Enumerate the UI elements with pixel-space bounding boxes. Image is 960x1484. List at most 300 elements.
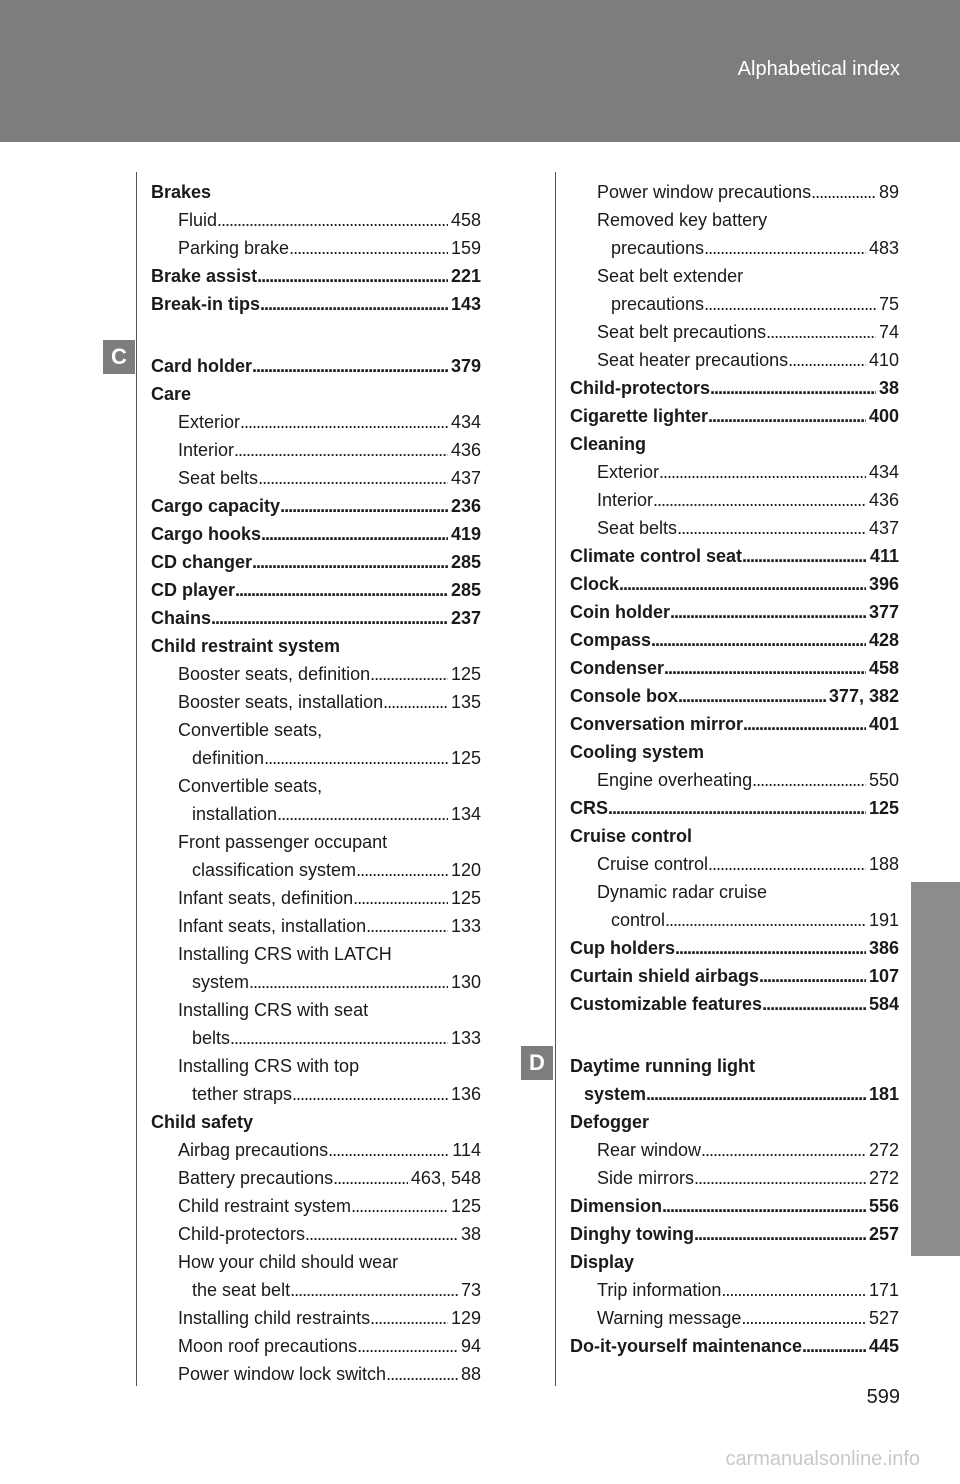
section-gap [570, 1018, 899, 1052]
dot-leader [619, 570, 866, 598]
index-entry [151, 520, 481, 548]
index-entry-label: Battery precautions [178, 1168, 334, 1188]
index-entry-label: Display [570, 1252, 635, 1272]
index-entry-label: Interior [178, 440, 235, 460]
index-entry [151, 1276, 481, 1304]
index-entry [570, 850, 899, 878]
index-entry-label: Cleaning [570, 434, 647, 454]
dot-leader [234, 436, 448, 464]
index-entry-label: CD changer [151, 552, 253, 572]
dot-leader [230, 1024, 448, 1052]
index-entry-page: 458 [450, 210, 481, 230]
dot-leader [708, 402, 866, 430]
index-entry-page: 400 [868, 406, 899, 426]
index-entry [151, 1332, 481, 1360]
index-entry [570, 206, 899, 234]
column-rule-right [555, 172, 556, 1386]
index-entry [151, 290, 481, 318]
index-entry-page: 285 [450, 580, 481, 600]
dot-leader [383, 688, 448, 716]
index-entry [151, 772, 481, 800]
dot-leader [211, 604, 448, 632]
index-entry [151, 828, 481, 856]
index-entry [570, 654, 899, 682]
index-entry-label: Parking brake [178, 238, 290, 258]
index-entry-label: Seat belts [178, 468, 259, 488]
dot-leader [370, 1304, 448, 1332]
index-entry-label: Seat belt extender [597, 266, 744, 286]
index-entry [570, 486, 899, 514]
index-entry-label: precautions [611, 238, 705, 258]
watermark: carmanualsonline.info [725, 1448, 920, 1470]
index-entry-label: Booster seats, installation [178, 692, 384, 712]
page-header [0, 0, 960, 142]
index-entry-label: Fluid [178, 210, 218, 230]
index-entry [151, 1248, 481, 1276]
index-entry-label: Exterior [597, 462, 660, 482]
page-number: 599 [866, 1386, 900, 1408]
index-entry-label: Power window precautions [597, 182, 812, 202]
index-entry-page: 125 [450, 664, 481, 684]
index-entry [570, 290, 899, 318]
index-entry-label: Customizable features [570, 994, 763, 1014]
index-entry-label: Child-protectors [570, 378, 711, 398]
index-entry-label: Moon roof precautions [178, 1336, 358, 1356]
dot-leader [328, 1136, 449, 1164]
index-entry-page: 237 [450, 608, 481, 628]
index-entry-page: 74 [878, 322, 899, 342]
index-entry-label: Trip information [597, 1280, 722, 1300]
index-entry-label: Seat belts [597, 518, 678, 538]
index-entry-label: Convertible seats, [178, 720, 323, 740]
index-entry [570, 1332, 899, 1360]
dot-leader [677, 514, 866, 542]
index-entry-label: Engine overheating [597, 770, 753, 790]
index-entry [570, 1164, 899, 1192]
index-entry [151, 884, 481, 912]
index-entry-label: Cup holders [570, 938, 676, 958]
index-entry [151, 1052, 481, 1080]
index-entry-page: 133 [450, 916, 481, 936]
index-entry [151, 716, 481, 744]
index-entry-page: 434 [450, 412, 481, 432]
dot-leader [694, 1220, 866, 1248]
index-entry [570, 262, 899, 290]
dot-leader [710, 374, 876, 402]
index-entry-label: Infant seats, installation [178, 916, 367, 936]
index-entry [570, 234, 899, 262]
index-entry-page: 75 [878, 294, 899, 314]
index-entry [151, 262, 481, 290]
index-entry-label: Brake assist [151, 266, 258, 286]
dot-leader [653, 486, 866, 514]
dot-leader [305, 1220, 458, 1248]
index-entry [151, 968, 481, 996]
dot-leader [701, 1136, 866, 1164]
index-entry [151, 408, 481, 436]
index-entry-label: Conversation mirror [570, 714, 744, 734]
dot-leader [264, 744, 448, 772]
index-entry [570, 934, 899, 962]
index-entry-label: Installing CRS with seat [178, 1000, 369, 1020]
index-entry-page: 125 [450, 748, 481, 768]
index-entry-page: 135 [450, 692, 481, 712]
index-entry-page: 556 [868, 1196, 899, 1216]
index-entry-label: Removed key battery [597, 210, 768, 230]
letter-marker-d: D [521, 1046, 553, 1080]
dot-leader [289, 234, 448, 262]
index-entry-page: 437 [868, 518, 899, 538]
index-entry-page: 130 [450, 972, 481, 992]
dot-leader [333, 1164, 408, 1192]
index-entry [570, 570, 899, 598]
index-entry-page: 272 [868, 1168, 899, 1188]
index-entry [570, 626, 899, 654]
index-entry-label: Seat heater precautions [597, 350, 789, 370]
index-entry-page: 411 [869, 546, 899, 566]
index-entry-label: Booster seats, definition [178, 664, 371, 684]
index-entry [570, 318, 899, 346]
index-entry [151, 1360, 481, 1388]
index-entry-page: 445 [868, 1336, 899, 1356]
index-entry-label: Installing CRS with top [178, 1056, 360, 1076]
index-entry-label: Exterior [178, 412, 241, 432]
index-entry-label: Do-it-yourself maintenance [570, 1336, 803, 1356]
index-entry [570, 710, 899, 738]
dot-leader [646, 1080, 866, 1108]
index-entry-label: Care [151, 384, 192, 404]
index-entry [570, 794, 899, 822]
index-entry-label: Cruise control [570, 826, 693, 846]
dot-leader [366, 912, 448, 940]
index-entry-page: 120 [450, 860, 481, 880]
index-entry [151, 996, 481, 1024]
dot-leader [704, 290, 876, 318]
dot-leader [665, 906, 866, 934]
index-entry-label: Cigarette lighter [570, 406, 709, 426]
dot-leader [235, 576, 448, 604]
dot-leader [802, 1332, 866, 1360]
index-entry-label: How your child should wear [178, 1252, 399, 1272]
index-entry [151, 1024, 481, 1052]
dot-leader [662, 1192, 866, 1220]
dot-leader [249, 968, 448, 996]
index-entry [151, 1164, 481, 1192]
dot-leader [694, 1164, 866, 1192]
index-entry-page: 171 [868, 1280, 899, 1300]
index-entry-page: 458 [868, 658, 899, 678]
dot-leader [292, 1080, 448, 1108]
index-entry-page: 584 [868, 994, 899, 1014]
index-entry [570, 1248, 899, 1276]
index-entry-page: 434 [868, 462, 899, 482]
dot-leader [258, 464, 448, 492]
index-entry-page: 129 [450, 1308, 481, 1328]
index-entry-label: Rear window [597, 1140, 702, 1160]
index-entry-page: 436 [450, 440, 481, 460]
dot-leader [708, 850, 866, 878]
index-entry [151, 800, 481, 828]
index-entry-page: 463, 548 [410, 1168, 481, 1188]
index-entry-label: the seat belt [192, 1280, 291, 1300]
dot-leader [659, 458, 866, 486]
index-entry-page: 89 [878, 182, 899, 202]
section-side-tab [911, 882, 960, 1256]
index-entry [570, 402, 899, 430]
index-entry [151, 436, 481, 464]
index-entry-label: Dinghy towing [570, 1224, 694, 1244]
index-entry-label: Convertible seats, [178, 776, 323, 796]
index-entry-page: 379 [450, 356, 481, 376]
dot-leader [351, 1192, 448, 1220]
index-entry-label: Clock [570, 574, 620, 594]
index-entry [570, 766, 899, 794]
index-entry-label: precautions [611, 294, 705, 314]
index-entry-page: 527 [868, 1308, 899, 1328]
index-entry-page: 125 [868, 798, 899, 818]
dot-leader [762, 990, 866, 1018]
index-entry [570, 1276, 899, 1304]
index-entry-page: 107 [868, 966, 899, 986]
index-entry-label: Front passenger occupant [178, 832, 388, 852]
index-entry-label: Power window lock switch [178, 1364, 387, 1384]
index-entry [570, 738, 899, 766]
index-entry [151, 1108, 481, 1136]
index-entry [151, 1192, 481, 1220]
index-entry-label: Cargo hooks [151, 524, 262, 544]
dot-leader [788, 346, 866, 374]
index-entry-label: Break-in tips [151, 294, 261, 314]
dot-leader [252, 548, 448, 576]
column-rule-left [136, 172, 137, 1386]
index-entry-label: Dynamic radar cruise [597, 882, 768, 902]
index-entry [151, 234, 481, 262]
dot-leader [743, 710, 866, 738]
index-entry [151, 492, 481, 520]
index-entry [570, 542, 899, 570]
index-entry-page: 428 [868, 630, 899, 650]
index-entry-label: classification system [192, 860, 357, 880]
index-entry [151, 1220, 481, 1248]
index-entry-label: Side mirrors [597, 1168, 695, 1188]
index-entry-page: 257 [868, 1224, 899, 1244]
index-entry-page: 272 [868, 1140, 899, 1160]
index-entry-page: 88 [460, 1364, 481, 1384]
index-entry-page: 386 [868, 938, 899, 958]
index-entry [570, 1136, 899, 1164]
index-entry-label: control [611, 910, 666, 930]
index-entry-page: 285 [450, 552, 481, 572]
dot-leader [217, 206, 448, 234]
dot-leader [742, 542, 867, 570]
index-entry [151, 688, 481, 716]
index-entry [570, 1108, 899, 1136]
index-entry [570, 458, 899, 486]
section-gap [151, 318, 481, 352]
index-entry-label: Child safety [151, 1112, 254, 1132]
dot-leader [664, 654, 866, 682]
dot-leader [252, 352, 448, 380]
letter-marker-c: C [103, 340, 135, 374]
index-entry [570, 598, 899, 626]
index-entry-label: Child-protectors [178, 1224, 306, 1244]
index-entry-label: tether straps [192, 1084, 293, 1104]
dot-leader [651, 626, 866, 654]
index-entry [570, 178, 899, 206]
dot-leader [752, 766, 866, 794]
dot-leader [353, 884, 448, 912]
index-entry-label: Infant seats, definition [178, 888, 354, 908]
index-entry-page: 221 [450, 266, 481, 286]
index-entry-label: Dimension [570, 1196, 663, 1216]
dot-leader [811, 178, 876, 206]
index-entry-label: Installing CRS with LATCH [178, 944, 392, 964]
index-entry-label: Cooling system [570, 742, 705, 762]
index-entry-label: installation [192, 804, 278, 824]
index-entry-page: 38 [878, 378, 899, 398]
index-entry-label: Defogger [570, 1112, 650, 1132]
index-entry [151, 206, 481, 234]
index-entry-page: 94 [460, 1336, 481, 1356]
index-entry-page: 188 [868, 854, 899, 874]
index-entry [570, 906, 899, 934]
dot-leader [260, 290, 448, 318]
index-entry-page: 377 [868, 602, 899, 622]
index-entry [151, 576, 481, 604]
index-entry-label: Child restraint system [151, 636, 341, 656]
index-entry-page: 410 [868, 350, 899, 370]
index-column-right [570, 178, 899, 1360]
index-entry-label: Child restraint system [178, 1196, 352, 1216]
index-entry-page: 159 [450, 238, 481, 258]
index-entry-label: Compass [570, 630, 652, 650]
index-entry [570, 1192, 899, 1220]
index-entry [570, 430, 899, 458]
index-entry-label: system [584, 1084, 647, 1104]
index-entry-label: Climate control seat [570, 546, 743, 566]
index-entry-page: 181 [868, 1084, 899, 1104]
index-entry-page: 437 [450, 468, 481, 488]
dot-leader [670, 598, 866, 626]
index-entry-page: 191 [868, 910, 899, 930]
index-entry [570, 1080, 899, 1108]
dot-leader [370, 660, 448, 688]
index-entry [151, 548, 481, 576]
index-entry-page: 73 [460, 1280, 481, 1300]
dot-leader [356, 856, 448, 884]
index-entry [570, 1052, 899, 1080]
dot-leader [678, 682, 826, 710]
index-entry-page: 483 [868, 238, 899, 258]
index-entry-label: Card holder [151, 356, 253, 376]
index-entry-page: 436 [868, 490, 899, 510]
index-entry [151, 1304, 481, 1332]
index-entry [151, 856, 481, 884]
index-entry-page: 377, 382 [828, 686, 899, 706]
index-entry-page: 134 [450, 804, 481, 824]
index-entry-label: Brakes [151, 182, 212, 202]
index-entry-label: CD player [151, 580, 236, 600]
index-entry [151, 632, 481, 660]
header-title: Alphabetical index [737, 58, 900, 80]
index-entry-label: definition [192, 748, 265, 768]
index-entry-page: 38 [460, 1224, 481, 1244]
dot-leader [257, 262, 448, 290]
index-entry-page: 136 [450, 1084, 481, 1104]
dot-leader [357, 1332, 458, 1360]
index-entry [151, 352, 481, 380]
dot-leader [675, 934, 866, 962]
index-entry-label: Cargo capacity [151, 496, 281, 516]
index-entry-page: 419 [450, 524, 481, 544]
index-entry-page: 401 [868, 714, 899, 734]
index-entry [151, 744, 481, 772]
dot-leader [741, 1304, 866, 1332]
index-entry-label: Condenser [570, 658, 665, 678]
dot-leader [759, 962, 866, 990]
index-entry-page: 125 [450, 1196, 481, 1216]
index-entry [151, 464, 481, 492]
index-entry-page: 114 [452, 1140, 481, 1160]
index-entry-label: belts [192, 1028, 231, 1048]
dot-leader [386, 1360, 458, 1388]
dot-leader [280, 492, 448, 520]
index-entry [570, 682, 899, 710]
index-entry [570, 1220, 899, 1248]
index-entry-label: Curtain shield airbags [570, 966, 760, 986]
dot-leader [290, 1276, 458, 1304]
index-entry [151, 380, 481, 408]
index-entry [570, 1304, 899, 1332]
index-entry [570, 514, 899, 542]
index-entry-label: Chains [151, 608, 212, 628]
index-entry-label: Installing child restraints [178, 1308, 371, 1328]
index-entry-label: system [192, 972, 250, 992]
index-entry [570, 878, 899, 906]
index-entry-label: Console box [570, 686, 679, 706]
index-entry [151, 940, 481, 968]
index-entry [151, 604, 481, 632]
index-entry-label: CRS [570, 798, 609, 818]
index-entry [570, 990, 899, 1018]
index-entry [570, 822, 899, 850]
index-entry-label: Cruise control [597, 854, 709, 874]
dot-leader [766, 318, 876, 346]
index-entry-label: Warning message [597, 1308, 742, 1328]
index-entry-label: Daytime running light [570, 1056, 756, 1076]
index-entry-page: 236 [450, 496, 481, 516]
index-entry-label: Interior [597, 490, 654, 510]
index-entry-page: 550 [868, 770, 899, 790]
dot-leader [261, 520, 448, 548]
index-entry [151, 660, 481, 688]
index-entry-label: Airbag precautions [178, 1140, 329, 1160]
index-entry-label: Seat belt precautions [597, 322, 767, 342]
dot-leader [240, 408, 448, 436]
index-entry [570, 346, 899, 374]
index-entry [570, 962, 899, 990]
index-column-left [151, 178, 481, 1388]
index-entry-page: 125 [450, 888, 481, 908]
index-entry [151, 178, 481, 206]
index-entry [151, 912, 481, 940]
index-entry [151, 1136, 481, 1164]
dot-leader [704, 234, 866, 262]
dot-leader [721, 1276, 866, 1304]
index-entry [570, 374, 899, 402]
index-entry-label: Coin holder [570, 602, 670, 622]
index-entry-page: 143 [450, 294, 481, 314]
